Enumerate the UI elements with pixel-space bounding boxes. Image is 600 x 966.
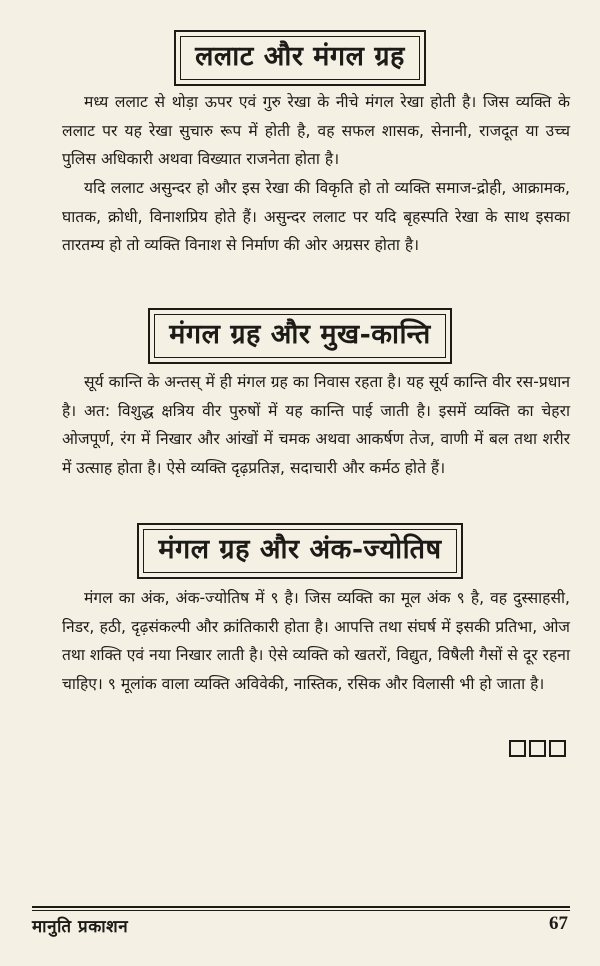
section-1-paragraph-1: मध्य ललाट से थोड़ा ऊपर एवं गुरु रेखा के नीचे मंगल रेखा होती है। जिस व्यक्ति के ललाट पर यह रेखा सुचारु रूप में होती है, वह सफल शासक, सेनानी, राजदूत या उच्च पुलिस अधिकारी अथवा विख्यात राजनेता होता है। — [62, 93, 570, 168]
section-2-heading-wrap — [0, 308, 600, 364]
section-1-paragraph-2: यदि ललाट असुन्दर हो और इस रेखा की विकृति हो तो व्यक्ति समाज-द्रोही, आक्रामक, घातक, क्रोधी, विनाशप्रिय होते हैं। असुन्दर ललाट पर यदि बृहस्पति रेखा के साथ इसका तारतम्य हो तो व्यक्ति विनाश से निर्माण की ओर अग्रसर होता है। — [62, 179, 570, 254]
section-2-paragraph-1: सूर्य कान्ति के अन्तस् में ही मंगल ग्रह का निवास रहता है। यह सूर्य कान्ति वीर रस-प्रधान है। अत: विशुद्ध क्षत्रिय वीर पुरुषों में यह कान्ति पाई जाती है। इसमें व्यक्ति का चेहरा ओजपूर्ण, रंग में निखार और आंखों में चमक अथवा आकर्षण तेज, वाणी में बल तथा शरीर में उत्साह होता है। ऐसे व्यक्ति दृढ़प्रतिज्ञ, सदाचारी और कर्मठ होते हैं। — [62, 373, 570, 477]
publisher-logo: मानुति प्रकाशन — [32, 917, 129, 937]
section-3-heading-wrap — [0, 523, 600, 579]
section-end-mark — [509, 740, 566, 757]
end-square-icon — [529, 740, 546, 757]
section-2-heading: मंगल ग्रह और मुख-कान्ति — [154, 314, 445, 358]
footer-rule-thin — [32, 910, 570, 911]
section-1-heading-box — [174, 30, 426, 86]
section-1-heading: ललाट और मंगल ग्रह — [180, 36, 420, 80]
section-3-heading: मंगल ग्रह और अंक-ज्योतिष — [143, 529, 456, 573]
end-square-icon — [549, 740, 566, 757]
section-1-heading-wrap — [0, 30, 600, 86]
end-square-icon — [509, 740, 526, 757]
footer-rule — [32, 906, 570, 908]
section-2-heading-box — [148, 308, 451, 364]
section-3-paragraph-1: मंगल का अंक, अंक-ज्योतिष में ९ है। जिस व्यक्ति का मूल अंक ९ है, वह दुस्साहसी, निडर, हठी, दृढ़संकल्पी और क्रांतिकारी होता है। आपत्ति तथा संघर्ष में इसकी प्रतिभा, ओज तथा शक्ति एवं नया निखार लाती है। ऐसे व्यक्ति को खतरों, विद्युत, विषैली गैसों से दूर रहना चाहिए। ९ मूलांक वाला व्यक्ति अविवेकी, नास्तिक, रसिक और विलासी भी हो जाता है। — [62, 589, 570, 693]
section-3-heading-box — [137, 523, 462, 579]
page-number: 67 — [549, 913, 568, 934]
